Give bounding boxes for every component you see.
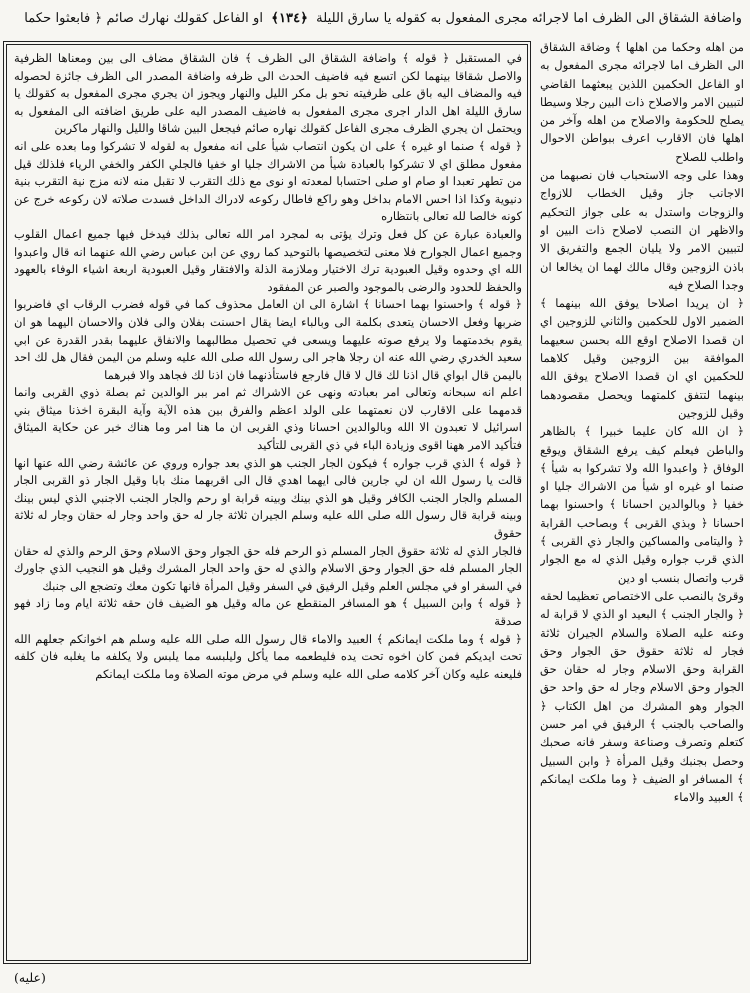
catchword: (عليه) xyxy=(14,970,46,985)
margin-paragraph: وهذا على وجه الاستحباب فان نصبهما من الاجانب جاز وقيل الخطاب للازواج والزوجات واستدل به على جواز التحكيم والاظهر ان النصب لاصلاح ذات البين او لتبيين الامر ولا يليان الجمع والتفريق الا باذن الزوجين وقال مالك لهما ان يخالعا ان وجدا الصلاح فيه xyxy=(540,168,744,292)
commentary-paragraph: اعلم انه سبحانه وتعالى امر بعبادته ونهى عن الاشراك ثم امر ببر الوالدين ثم بصلة ذوي القربى وانما قدمهما على الاقارب لان نعمتهما على الولد اعظم والفرق بين هذه الآية وآية البقرة اخذنا ميثاق بني اسرائيل لا تعبدون الا الله وبالوالدين احسانا وذي القربى ان ما هنا امر وما هناك خبر عن حكاية الميثاق فتأكيد الامر ههنا اقوى وزيادة الباء في ذي القربى للتأكيد xyxy=(14,385,522,453)
commentary-paragraph: والعبادة عبارة عن كل فعل وترك يؤتى به لمجرد امر الله تعالى بذلك فيدخل فيها جميع اعمال القلوب وجميع اعمال الجوارح فلا معنى لتخصيصها بالتوحيد كما روي عن ابن عباس رضي الله عنهما انه قال واعبدوا الله اي وحدوه وقيل العبودية ترك الاختيار وملازمة الذلة والافتقار وقيل العبودية اربعة اشياء الوفاء بالعهود والحفظ للحدود والرضى بالموجود والصبر عن المفقود xyxy=(14,226,522,294)
margin-paragraph: من اهله وحكما من اهلها ﴾ وضاقة الشقاق الى الظرف اما لاجرائه مجرى المفعول به او الفاعل الحكمين اللذين يبعثهما القاضي لتبيين الامر والاصلاح ذات البين رجلا وسيطا يصلح للحكومة والاصلاح من اهله وآخر من اهلها فان الاقارب اعرف ببواطن الاحوال واطلب للصلاح xyxy=(540,40,744,164)
margin-paragraph: ﴿ ان الله كان عليما خبيرا ﴾ بالظاهر والباطن فيعلم كيف يرفع الشقاق ويوقع الوفاق ﴿ واعبدوا الله ولا تشركوا به شيأ ﴾ صنما او غيره او شيأ من الاشراك جليا او خفيا ﴿ وبالوالدين احسانا ﴾ واحسنوا بهما احسانا ﴿ وبذي القربى ﴾ وبصاحب القرابة ﴿ واليتامى والمساكين والجار ذي القربى ﴾ الذي قرب جواره وقيل الذي له مع الجوار قرب واتصال بنسب او دين xyxy=(540,424,744,585)
commentary-text-block xyxy=(14,50,522,956)
page-number: ﴿١٣٤﴾ xyxy=(271,11,308,26)
commentary-paragraph: ﴿ قوله ﴾ صنما او غيره ﴾ على ان يكون انتصاب شيأ على انه مفعول به لقوله لا تشركوا وما بعده على انه مفعول مطلق اي لا تشركوا بالعبادة شيأ من الاشراك جليا او خفيا فالجلي الكفر والخفي الرياء فلذلك قيل من تطهر تعبدا او صام او صلى احتسابا لمعدته او نوى مع ذلك التقرب لا تقبل منه لانه مزج نية التقرب بنية دنيوية وكذا اذا احس الامام بداخل وهو راكع فاطال ركوعه لادراك الداخل فسدت صلاته لان ركوعه خرج عن كونه خالصا لله تعالى بانتظاره xyxy=(14,138,522,224)
header-text-right: واضافة الشقاق الى الظرف اما لاجرائه مجرى المفعول به كقوله يا سارق الليلة xyxy=(316,11,742,26)
margin-paragraph: وقرئ بالنصب على الاختصاص تعظيما لحقه ﴿ والجار الجنب ﴾ البعيد او الذي لا قرابة له وعنه عليه الصلاة والسلام الجيران ثلاثة فجار له ثلاثة حقوق حق الجوار وحق القرابة وحق الاسلام وجار له حقان حق الجوار وحق الاسلام وجار له حق واحد حق الجوار وهو المشرك من اهل الكتاب ﴿ والصاحب بالجنب ﴾ الرفيق في امر حسن كتعلم وتصرف وصناعة وسفر فانه صحبك وحصل بجنبك وقيل المرأة ﴿ وابن السبيل ﴾ المسافر او الضيف ﴿ وما ملكت ايمانكم ﴾ العبيد والاماء xyxy=(540,588,744,805)
margin-text-block xyxy=(540,38,744,966)
commentary-paragraph: ﴿ قوله ﴾ الذي قرب جواره ﴾ فيكون الجار الجنب هو الذي بعد جواره وروي عن عائشة رضي الله عنها انها قالت يا رسول الله ان لي جارين فالى ايهما اهدي قال الى اقربهما منك بابا وقيل الجار ذو القربى الجار المسلم والجار الجنب الكافر وقيل هو الذي بينك وبينه قرابة او رحم والجار الجنب الاجنبي الذي ليس بينك وبينه قرابة قال رسول الله صلى الله عليه وسلم الجيران ثلاثة جار له حق واحد وجار له حقان وجار له ثلاثة حقوق xyxy=(14,455,522,541)
margin-paragraph: ﴿ ان يريدا اصلاحا يوفق الله بينهما ﴾ الضمير الاول للحكمين والثاني للزوجين اي ان قصدا الاصلاح اوقع الله بحسن سعيهما الموافقة بين الزوجين وقيل كلاهما للحكمين اي ان قصدا الاصلاح يوفق الله بينهما لتتفق كلمتهما ويحصل مقصودهما وقيل للزوجين xyxy=(540,296,744,420)
commentary-paragraph: فالجار الذي له ثلاثة حقوق الجار المسلم ذو الرحم فله حق الجوار وحق الاسلام وحق الرحم والذي له حقان الجار المسلم فله حق الجوار وحق الاسلام والذي له حق واحد الجار المشرك وقيل هو النجيب الذي جاورك في السفر او في مجلس العلم وقيل الرفيق في السفر وقيل المرأة فانها تكون معك وتضجع الى جنبك xyxy=(14,543,522,593)
commentary-paragraph: ﴿ قوله ﴾ وابن السبيل ﴾ هو المسافر المنقطع عن ماله وقيل هو الضيف فان حقه ثلاثة ايام وما زاد فهو صدقة xyxy=(14,596,522,628)
commentary-paragraph: ﴿ قوله ﴾ وما ملكت ايمانكم ﴾ العبيد والاماء قال رسول الله صلى الله عليه وسلم هم اخوانكم جعلهم الله تحت ايديكم فمن كان اخوه تحت يده فليطعمه مما يأكل وليلبسه مما يلبس ولا يكلفه ما يغلبه فان كلفه فليعنه عليه وكان آخر كلامه صلى الله عليه وسلم في مرض موته الصلاة وما ملكت ايمانكم xyxy=(14,631,522,681)
running-header xyxy=(8,4,742,34)
header-text-left: او الفاعل كقولك نهارك صائم ﴿ فابعثوا حكما xyxy=(24,11,264,26)
commentary-paragraph: في المستقبل ﴿ قوله ﴾ واضافة الشقاق الى الظرف ﴾ فان الشقاق مضاف الى بين ومعناها الظرفية والاصل شقاقا بينهما لكن اتسع فيه فاضيف الحدث الى ظرفه واضافة المصدر الى الظرف جائزة لحصوله فيه والمضاف اليه باق على ظرفيته نحو بل مكر الليل والنهار ويجوز ان يجري مجرى المفعول به كقولك يا سارق الليلة اهل الدار اجرى مجرى المفعول به فاضيف المصدر اليه على طريق اضافته الى المفعول به ويحتمل ان يجري الظرف مجرى الفاعل كقولك نهاره صائم فيجعل البين شاقا والليل والنهار ماكرين xyxy=(14,51,522,136)
commentary-paragraph: ﴿ قوله ﴾ واحسنوا بهما احسانا ﴾ اشارة الى ان العامل محذوف كما في قوله فضرب الرقاب اي فاضربوا ضربها وفعل الاحسان يتعدى بكلمة الى وبالباء ايضا يقال احسنت بفلان والى فلان والاحسان اليهما هو ان يقوم بخدمتهما ولا يرفع صوته عليهما ويسعى في تحصيل مطالبهما والانفاق عليهما بقدر القدرة عن ابي سعيد الخدري رضي الله عنه ان رجلا هاجر الى رسول الله صلى الله عليه وسلم من اليمن فقال هل لك احد باليمن قال ابواي قال اذنا لك قال لا قال فارجع فاستأذنهما فان اذنا لك فجاهد والا فبرهما xyxy=(14,297,522,382)
